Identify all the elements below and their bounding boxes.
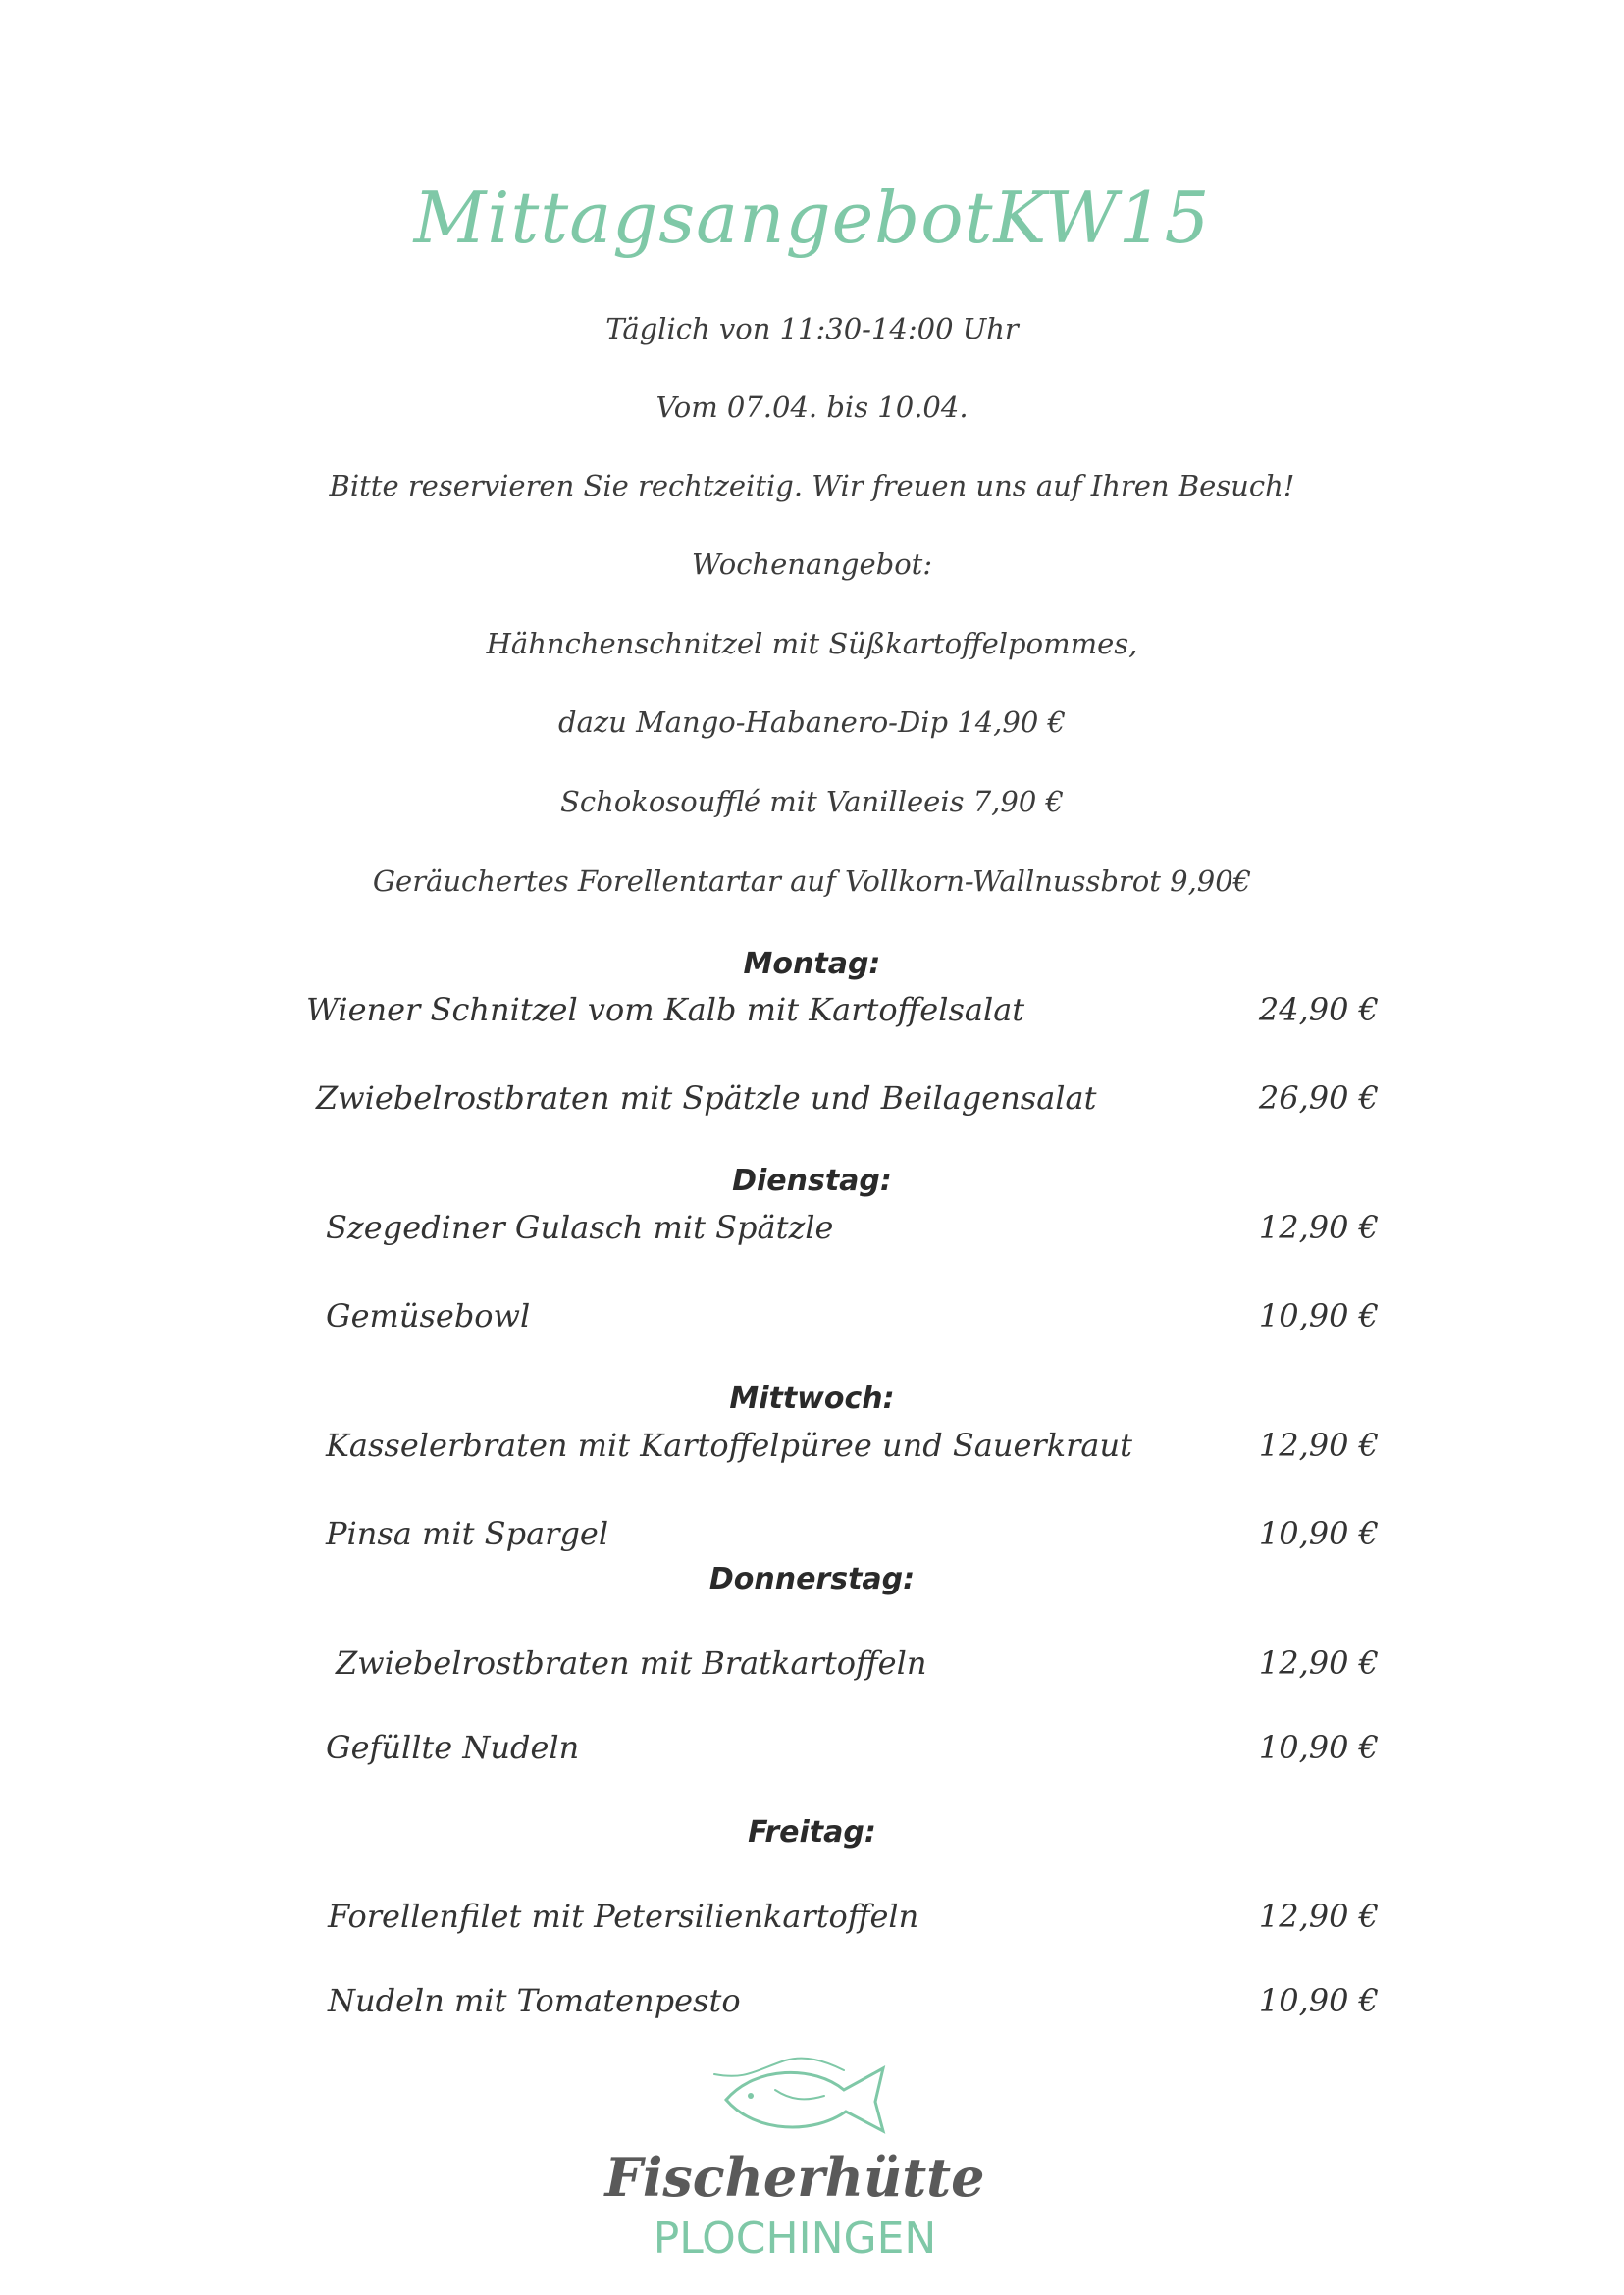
dish-name: Gefüllte Nudeln: [326, 1729, 580, 1766]
dish-name: Zwiebelrostbraten mit Spätzle und Beilagensalat: [316, 1079, 1097, 1117]
weekly-offer-label: Wochenangebot:: [691, 548, 933, 581]
dish-price: 12,90 €: [1258, 1644, 1379, 1682]
dish-price: 24,90 €: [1258, 991, 1379, 1028]
dish-price: 12,90 €: [1258, 1898, 1379, 1935]
dish-price: 10,90 €: [1258, 1982, 1379, 2019]
restaurant-logo: [589, 2031, 1001, 2267]
day-heading-mittwoch: Mittwoch:: [729, 1382, 895, 1416]
dish-name: Pinsa mit Spargel: [326, 1515, 609, 1552]
dish-name: Szegediner Gulasch mit Spätzle: [326, 1209, 834, 1246]
weekly-offer-line: Schokosoufflé mit Vanilleeis 7,90 €: [560, 785, 1064, 818]
date-range: Vom 07.04. bis 10.04.: [655, 391, 969, 424]
dish-name: Gemüsebowl: [326, 1297, 531, 1334]
opening-hours: Täglich von 11:30-14:00 Uhr: [605, 312, 1019, 345]
day-heading-freitag: Freitag:: [748, 1815, 876, 1850]
weekly-offer-line: dazu Mango-Habanero-Dip 14,90 €: [558, 705, 1066, 739]
dish-name: Kasselerbraten mit Kartoffelpüree und Sauerkraut: [326, 1427, 1132, 1464]
weekly-offer-line: Geräuchertes Forellentartar auf Vollkorn-Wallnussbrot 9,90€: [372, 864, 1252, 898]
weekly-offer-line: Hähnchenschnitzel mit Süßkartoffelpommes,: [486, 627, 1138, 660]
day-heading-donnerstag: Donnerstag:: [708, 1562, 916, 1596]
day-heading-montag: Montag:: [743, 947, 881, 981]
dish-name: Forellenfilet mit Petersilienkartoffeln: [328, 1898, 919, 1935]
dish-price: 12,90 €: [1258, 1209, 1379, 1246]
dish-name: Nudeln mit Tomatenpesto: [328, 1982, 741, 2019]
logo-location: PLOCHINGEN: [653, 2214, 937, 2264]
dish-price: 12,90 €: [1258, 1427, 1379, 1464]
menu-title: MittagsangebotKW15: [413, 177, 1211, 259]
dish-name: Wiener Schnitzel vom Kalb mit Kartoffelsalat: [306, 991, 1025, 1028]
dish-price: 10,90 €: [1258, 1297, 1379, 1334]
dish-price: 26,90 €: [1258, 1079, 1379, 1117]
dish-name: Zwiebelrostbraten mit Bratkartoffeln: [336, 1644, 927, 1682]
reservation-note: Bitte reservieren Sie rechtzeitig. Wir freuen uns auf Ihren Besuch!: [329, 469, 1295, 502]
fish-icon: [589, 2031, 1001, 2267]
logo-name: Fischerhütte: [604, 2146, 985, 2209]
dish-price: 10,90 €: [1258, 1729, 1379, 1766]
day-heading-dienstag: Dienstag:: [732, 1164, 892, 1198]
dish-price: 10,90 €: [1258, 1515, 1379, 1552]
